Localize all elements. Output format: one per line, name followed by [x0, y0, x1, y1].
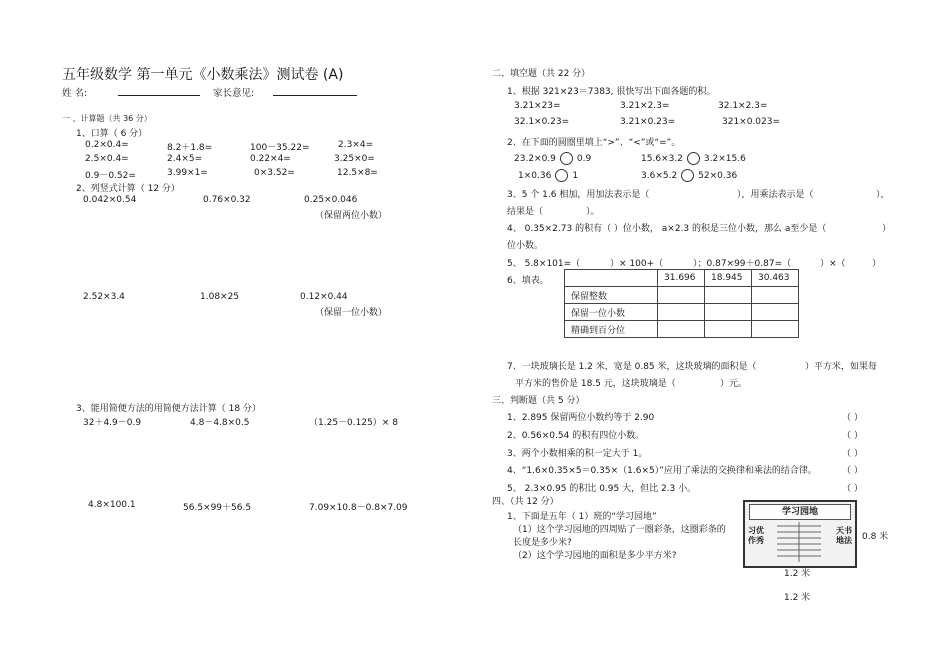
answer-cell[interactable]: [752, 321, 799, 338]
board-title: 学习园地: [749, 504, 851, 520]
fill-q3-d: 结果是（: [507, 207, 544, 217]
board-right-label: 天书 地法: [836, 526, 852, 545]
mental-calc-item: 0.22×4=: [250, 154, 291, 164]
simplify-calc-item: 56.5×99＋56.5: [183, 503, 252, 513]
fill-q5-c: ）；0.87×99＋0.87=（: [693, 259, 792, 269]
simplify-calc-item: （1.25－0.125）× 8: [309, 418, 398, 428]
table-row-label: 精确到百分位: [565, 321, 658, 338]
rounding-table: [564, 269, 799, 338]
vertical-calc-item: 0.12×0.44: [300, 292, 348, 302]
answer-cell[interactable]: [752, 304, 799, 321]
compare-circle[interactable]: [560, 152, 573, 165]
app-q1-intro: 1、下面是五年（ 1）班的“学习园地”: [507, 512, 657, 522]
judge-item: 1、2.895 保留两位小数约等于 2.90: [507, 413, 655, 423]
fill-q3-a: 3、5 个 1.6 相加，用加法表示是（: [507, 190, 650, 200]
judge-answer[interactable]: （ ）: [842, 413, 863, 423]
page-title: 五年级数学 第一单元《小数乘法》测试卷 (A): [62, 67, 344, 83]
compare-item: 15.6×3.2 3.2×15.6: [641, 154, 746, 164]
mental-calc-item: 0.9－0.52=: [85, 171, 136, 181]
compare-item: 23.2×0.9 0.9: [514, 154, 592, 164]
product-item: 3.21×2.3=: [620, 101, 670, 111]
section-3-heading: 三、判断题（共 5 分）: [492, 396, 585, 406]
app-q1-part1: （1）这个学习园地的四周贴了一圈彩条，这圈彩条的: [513, 525, 726, 535]
table-row: [565, 287, 799, 304]
mental-calc-item: 8.2＋1.8=: [167, 143, 213, 153]
fill-q5-a: 5、 5.8×101=（: [507, 259, 581, 269]
mental-calc-item: 3.99×1=: [167, 168, 208, 178]
section-4-heading: 四、（共 12 分）: [492, 497, 559, 507]
answer-cell[interactable]: [705, 287, 752, 304]
vertical-calc-item: 0.25×0.046: [304, 195, 358, 205]
mental-calc-item: 2.4×5=: [167, 154, 203, 164]
judge-item: 3、两个小数相乘的积一定大于 1。: [507, 449, 648, 459]
vertical-calc-item: 2.52×3.4: [83, 292, 125, 302]
simplify-calc-item: 4.8×100.1: [88, 500, 136, 510]
answer-cell[interactable]: [705, 304, 752, 321]
table-row-label: 保留一位小数: [565, 304, 658, 321]
answer-cell[interactable]: [658, 304, 705, 321]
table-row: [565, 304, 799, 321]
table-header-cell: 18.945: [705, 270, 752, 287]
app-q1-part1-cont: 长度是多少米?: [513, 538, 572, 548]
fill-q4-c: 位小数。: [507, 241, 544, 251]
section-1-heading: 一 、计算题（共 36 分）: [62, 114, 152, 123]
board-width-label-repeat: 1.2 米: [784, 593, 811, 603]
judge-item: 5、 2.3×0.95 的积比 0.95 大，但比 2.3 小。: [507, 484, 697, 494]
fill-q7-a: 7、一块玻璃长是 1.2 米，宽是 0.85 米，这块玻璃的面积是（: [507, 362, 757, 372]
board-width-label: 1.2 米: [784, 569, 811, 579]
simplify-calc-item: 4.8－4.8×0.5: [190, 418, 250, 428]
q1-1-title: 1、口算（ 6 分）: [76, 129, 148, 139]
fill-q7-d: ）元。: [720, 379, 748, 389]
judge-answer[interactable]: （ ）: [842, 466, 863, 476]
board-lines-graphic: [777, 522, 821, 562]
name-blank[interactable]: [118, 85, 200, 96]
mental-calc-item: 12.5×8=: [337, 168, 378, 178]
table-row: [565, 270, 799, 287]
table-row: [565, 321, 799, 338]
fill-q3-b: ），用乘法表示是（: [737, 190, 814, 200]
fill-q7-c: 平方米的售价是 18.5 元，这块玻璃是（: [515, 379, 676, 389]
table-row-label: 保留整数: [565, 287, 658, 304]
compare-item: 3.6×5.2 52×0.36: [641, 171, 738, 181]
fill-q5-d: ）×（: [820, 259, 846, 269]
mental-calc-item: 0.2×0.4=: [85, 140, 129, 150]
name-label: 姓 名:: [62, 88, 88, 99]
parent-opinion-blank[interactable]: [273, 85, 357, 96]
fill-q3-e: ）。: [586, 207, 600, 217]
app-q1-part2: （2）这个学习园地的面积是多少平方米?: [513, 551, 677, 561]
q1-3-title: 3、能用简便方法的用简便方法计算（ 18 分）: [76, 404, 261, 414]
product-item: 32.1×2.3=: [718, 101, 768, 111]
q1-2-title: 2、列竖式计算（ 12 分）: [76, 184, 180, 194]
answer-cell[interactable]: [705, 321, 752, 338]
fill-q6-label: 6、填表。: [507, 276, 549, 286]
fill-q7-b: ）平方米，如果每: [805, 362, 878, 372]
product-item: 321×0.023=: [722, 117, 781, 127]
compare-item: 1×0.36 1: [518, 171, 579, 181]
fill-q5-b: ）× 100+（: [610, 259, 664, 269]
round-note: （保留两位小数）: [315, 211, 388, 221]
vertical-calc-item: 0.042×0.54: [83, 195, 137, 205]
compare-circle[interactable]: [555, 169, 568, 182]
round-note: （保留一位小数）: [315, 308, 388, 318]
vertical-calc-item: 1.08×25: [200, 292, 240, 302]
product-item: 32.1×0.23=: [514, 117, 570, 127]
compare-circle[interactable]: [681, 169, 694, 182]
fill-q4-a: 4、 0.35×2.73 的积有（ ）位小数， a×2.3 的积是三位小数，那么 a至少是（: [507, 224, 827, 234]
board-height-label: 0.8 米: [862, 532, 889, 542]
mental-calc-item: 100－35.22=: [250, 143, 310, 153]
table-header-cell: 31.696: [658, 270, 705, 287]
table-header-cell: 30.463: [752, 270, 799, 287]
simplify-calc-item: 7.09×10.8－0.8×7.09: [309, 503, 408, 513]
mental-calc-item: 2.5×0.4=: [85, 154, 129, 164]
mental-calc-item: 3.25×0=: [334, 154, 375, 164]
fill-q2-text: 2、在下面的圆圈里填上“>”、“<”或“=”。: [507, 138, 681, 148]
mental-calc-item: 2.3×4=: [338, 140, 374, 150]
fill-q5-e: ）: [872, 259, 882, 269]
product-item: 3.21×0.23=: [620, 117, 676, 127]
judge-answer[interactable]: （ ）: [842, 431, 863, 441]
judge-item: 2、0.56×0.54 的积有四位小数。: [507, 431, 645, 441]
fill-q3-c: ），: [876, 190, 890, 200]
fill-q1-text: 1、根据 321×23＝7383, 很快写出下面各题的积。: [507, 87, 716, 97]
mental-calc-item: 0×3.52=: [254, 168, 295, 178]
fill-q4-b: ）: [882, 224, 892, 234]
answer-cell[interactable]: [658, 321, 705, 338]
board-left-label: 习优 作秀: [748, 526, 764, 545]
table-header-cell: [565, 270, 658, 287]
section-2-heading: 二、填空题（共 22 分）: [492, 69, 591, 79]
judge-item: 4、“1.6×0.35×5＝0.35×（1.6×5）”应用了乘法的交换律和乘法的结合律。: [507, 466, 817, 476]
compare-circle[interactable]: [687, 152, 700, 165]
judge-answer[interactable]: （ ）: [842, 484, 863, 494]
simplify-calc-item: 32＋4.9－0.9: [83, 418, 142, 428]
study-board-figure: [743, 500, 857, 568]
judge-answer[interactable]: （ ）: [842, 449, 863, 459]
vertical-calc-item: 0.76×0.32: [203, 195, 251, 205]
answer-cell[interactable]: [658, 287, 705, 304]
product-item: 3.21×23=: [514, 101, 561, 111]
parent-opinion-label: 家长意见:: [213, 88, 255, 99]
answer-cell[interactable]: [752, 287, 799, 304]
